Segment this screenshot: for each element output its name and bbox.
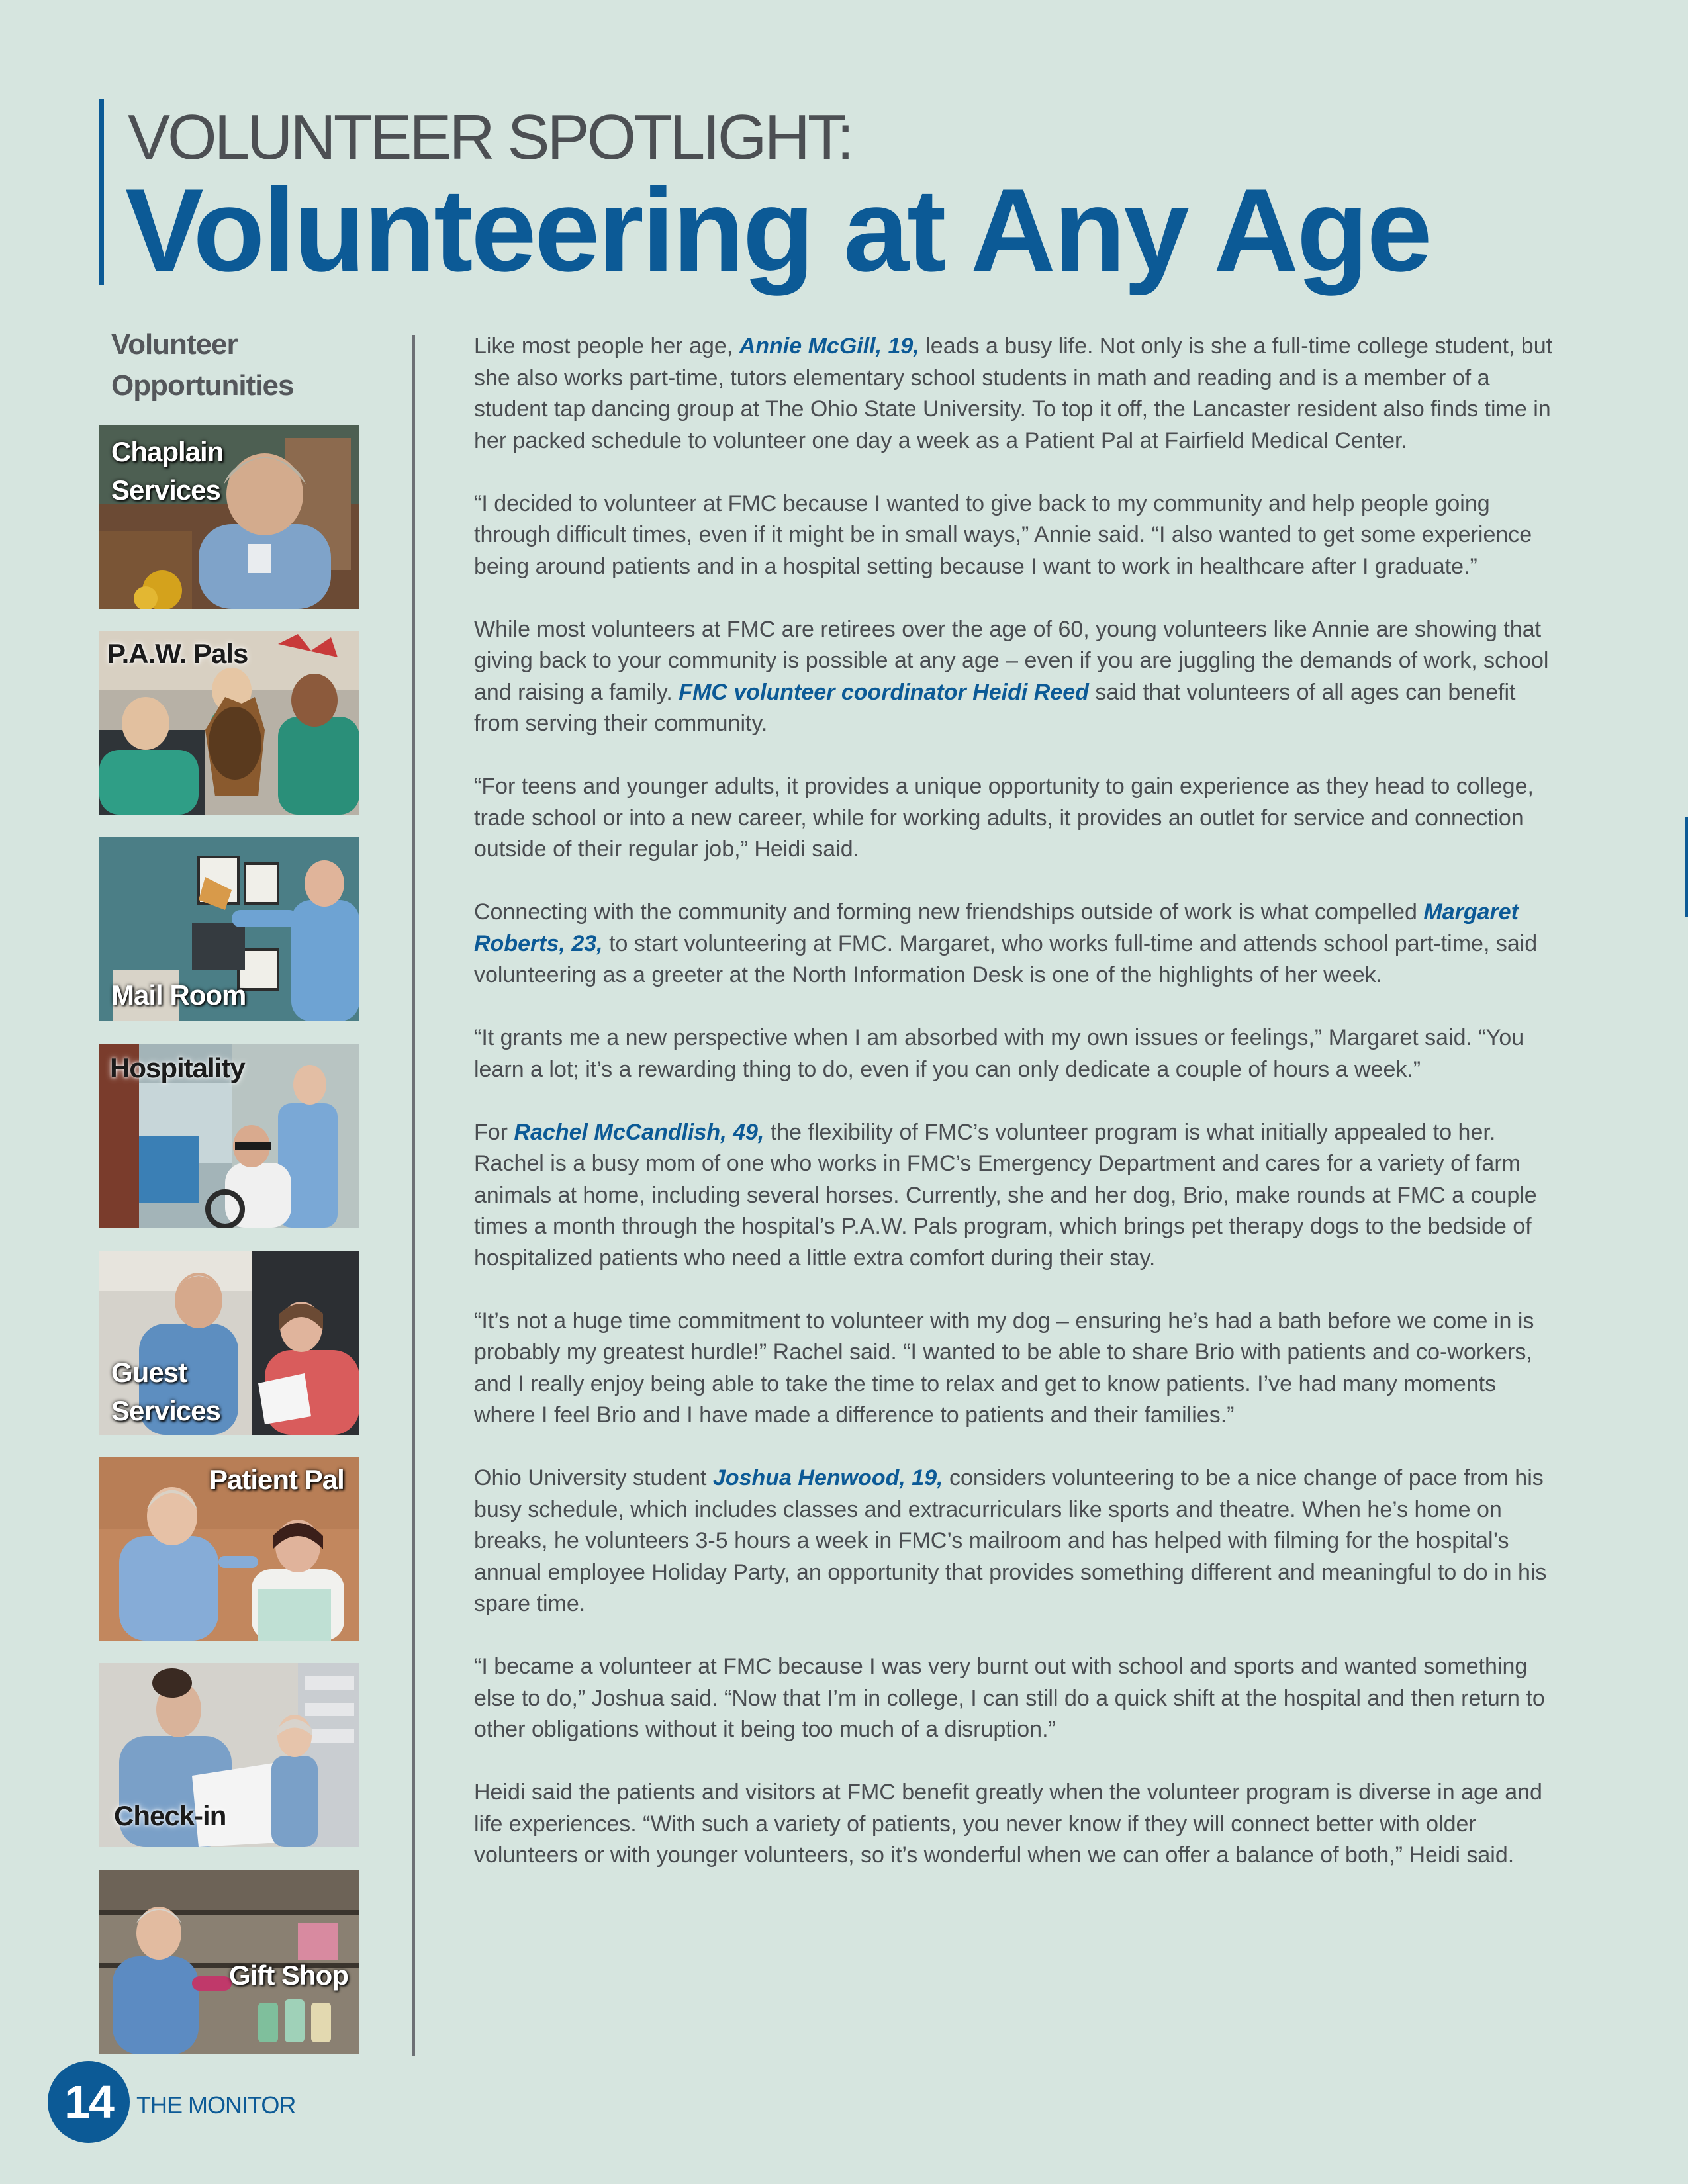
- name-highlight: Annie McGill, 19,: [739, 334, 919, 359]
- tile-label: Check-in: [114, 1800, 226, 1831]
- tile-label: Gift Shop: [229, 1960, 348, 1991]
- column-divider: [412, 335, 415, 2056]
- tile-patient-pal: [99, 1457, 359, 1641]
- page-title: Volunteering at Any Age: [125, 164, 1430, 296]
- article-body: [474, 331, 1560, 1903]
- tile-label: P.A.W. Pals: [107, 638, 248, 669]
- paragraph-11: Heidi said the patients and visitors at FMC benefit greatly when the volunteer program is diverse in age and life experiences. “With such a variety of patients, you never know if they will connect better with older volunteers or with younger volunteers, so it’s wonderful when we can offer a balance of both,” Heidi said.: [474, 1780, 1542, 1868]
- sidebar-heading-line1: Volunteer: [111, 328, 238, 361]
- title-block: [99, 99, 1622, 296]
- paragraph-2: “I decided to volunteer at FMC because I wanted to give back to my community and help people going through difficult times, even if it might be in small ways,” Annie said. “I also wanted to get some experience being around patients and in a hospital setting because I want to work in healthcare after I graduate.”: [474, 490, 1532, 579]
- paragraph-7: For Rachel McCandlish, 49, the flexibility of FMC’s volunteer program is what initially appealed to her. Rachel is a busy mom of one who works in FMC’s Emergency Department and cares for a variety of farm animals at home, including several horses. Currently, she and her dog, Brio, make rounds at FMC a couple times a month through the hospital’s P.A.W. Pals program, which brings pet therapy dogs to the bedside of hospitalized patients who need a little extra comfort during their stay.: [474, 1119, 1537, 1271]
- paragraph-9: Ohio University student Joshua Henwood, 19, considers volunteering to be a nice change of pace from his busy schedule, which includes classes and extracurriculars like sports and theatre. When he’s home on breaks, he volunteers 3-5 hours a week in FMC’s mailroom and has helped with filming for the hospital’s annual employee Holiday Party, an opportunity that provides something different and meaningful to do in his spare time.: [474, 1465, 1547, 1616]
- page-edge-tab: [1685, 817, 1688, 917]
- sidebar-heading-line2: Opportunities: [111, 369, 294, 402]
- paragraph-6: “It grants me a new perspective when I am absorbed with my own issues or feelings,” Margaret said. “You learn a lot; it’s a rewarding thing to do, even if you can only dedicate a couple of hours a week.”: [474, 1025, 1524, 1082]
- tile-paw-pals: [99, 631, 359, 815]
- paragraph-1: Like most people her age, Annie McGill, 19, leads a busy life. Not only is she a full-time college student, but she also works part-time, tutors elementary school students in math and reading and is a member of a student tap dancing group at The Ohio State University. To top it off, the Lancaster resident also finds time in her packed schedule to volunteer one day a week as a Patient Pal at Fairfield Medical Center.: [474, 334, 1553, 453]
- tile-label: Chaplain Services: [111, 436, 224, 506]
- tile-label: Mail Room: [111, 979, 246, 1011]
- name-highlight: Joshua Henwood, 19,: [712, 1465, 943, 1490]
- tile-hospitality: [99, 1044, 359, 1228]
- paragraph-4: “For teens and younger adults, it provides a unique opportunity to gain experience as they head to college, trade school or into a new career, while for working adults, it provides an outlet for service and connection outside of their regular job,” Heidi said.: [474, 774, 1534, 862]
- paragraph-5: Connecting with the community and forming new friendships outside of work is what compelled Margaret Roberts, 23, to start volunteering at FMC. Margaret, who works full-time and attends school part-time, said volunteering as a greeter at the North Information Desk is one of the highlights of her week.: [474, 899, 1538, 987]
- tile-mail-room: [99, 837, 359, 1021]
- name-highlight: FMC volunteer coordinator Heidi Reed: [679, 679, 1089, 705]
- publication-name: THE MONITOR: [136, 2091, 296, 2118]
- tile-label: Hospitality: [110, 1052, 245, 1083]
- page-number-badge: 14: [48, 2061, 130, 2143]
- sidebar-heading: [111, 324, 363, 406]
- paragraph-8: “It’s not a huge time commitment to volunteer with my dog – ensuring he’s had a bath before we come in is probably my greatest hurdle!” Rachel said. “I wanted to be able to share Brio with patients and co-workers, and I really enjoy being able to take the time to relax and get to know patients. I’ve had many moments where I feel Brio and I have made a difference to patients and their families.”: [474, 1308, 1534, 1428]
- tile-label: Guest Services: [111, 1357, 220, 1426]
- tile-gift-shop: [99, 1870, 359, 2054]
- section-kicker: VOLUNTEER SPOTLIGHT:: [128, 102, 852, 173]
- name-highlight: Margaret Roberts, 23,: [474, 899, 1519, 956]
- tile-guest-services: [99, 1251, 359, 1435]
- paragraph-3: While most volunteers at FMC are retirees over the age of 60, young volunteers like Annie are showing that giving back to your community is possible at any age – even if you are juggling the demands of work, school and raising a family. FMC volunteer coordinator Heidi Reed said that volunteers of all ages can benefit from serving their community.: [474, 616, 1549, 736]
- name-highlight: Rachel McCandlish, 49,: [514, 1119, 765, 1145]
- tile-label: Patient Pal: [209, 1464, 344, 1495]
- paragraph-10: “I became a volunteer at FMC because I was very burnt out with school and sports and wanted something else to do,” Joshua said. “Now that I’m in college, I can still do a quick shift at the hospital and then return to other obligations without it being too much of a disruption.”: [474, 1654, 1545, 1742]
- tile-chaplain-services: [99, 425, 359, 609]
- tile-check-in: [99, 1663, 359, 1847]
